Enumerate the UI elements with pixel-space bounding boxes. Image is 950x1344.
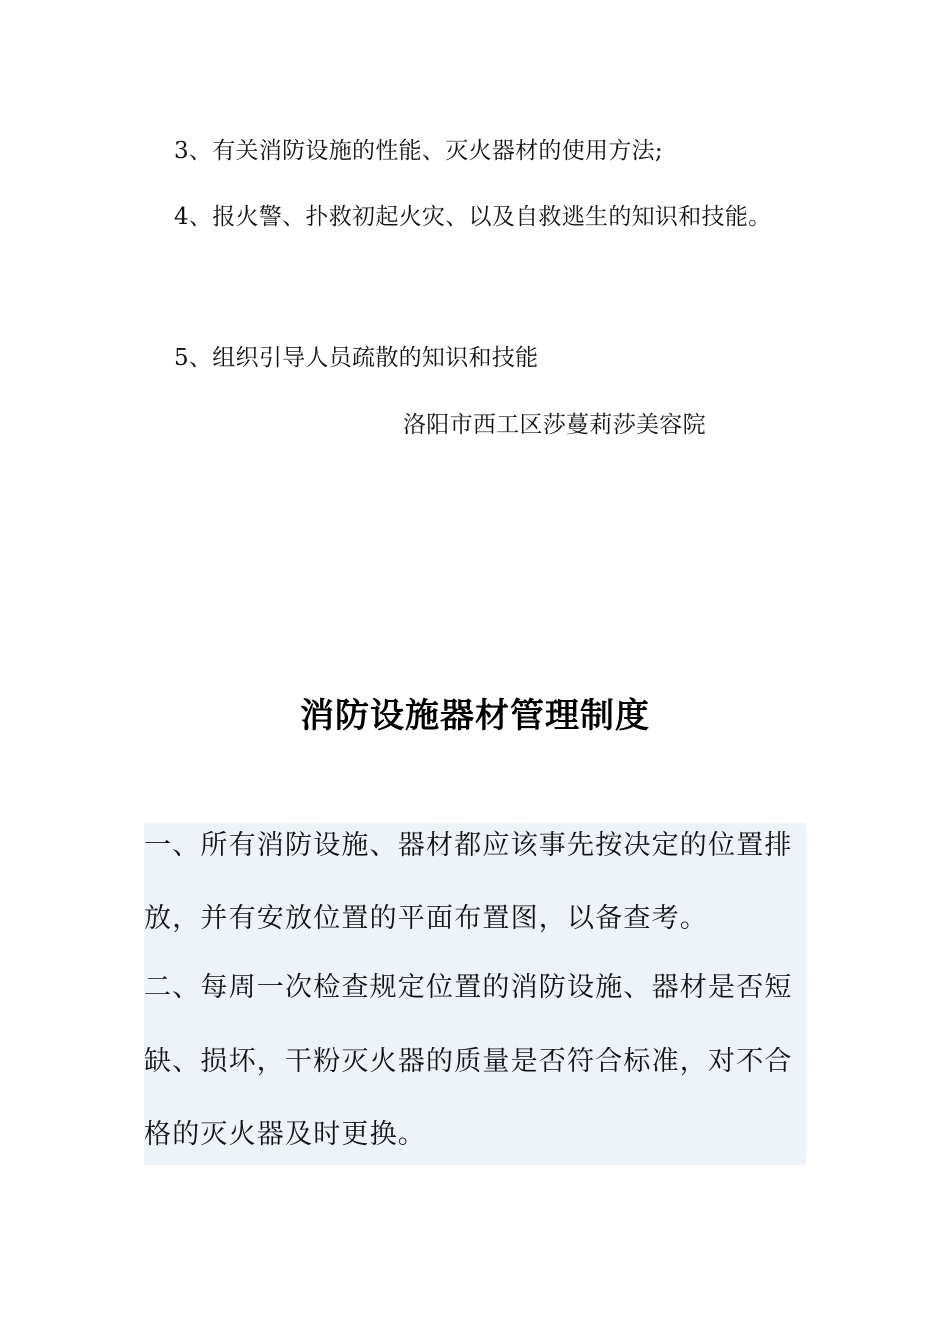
organization-signature: 洛阳市西工区莎蔓莉莎美容院 bbox=[403, 412, 706, 438]
list-item-5: 5、组织引导人员疏散的知识和技能 bbox=[174, 345, 539, 371]
rule-1-line-2: 放，并有安放位置的平面布置图，以备查考。 bbox=[144, 903, 708, 934]
rule-2-line-3: 格的灭火器及时更换。 bbox=[144, 1119, 426, 1150]
rule-1-line-1: 一、所有消防设施、器材都应该事先按决定的位置排 bbox=[144, 830, 793, 861]
section-title: 消防设施器材管理制度 bbox=[300, 696, 650, 736]
rule-2-line-2: 缺、损坏，干粉灭火器的质量是否符合标准，对不合 bbox=[144, 1046, 793, 1077]
list-item-4: 4、报火警、扑救初起火灾、以及自救逃生的知识和技能。 bbox=[174, 204, 772, 230]
rule-2-line-1: 二、每周一次检查规定位置的消防设施、器材是否短 bbox=[144, 972, 793, 1003]
list-item-3: 3、有关消防设施的性能、灭火器材的使用方法; bbox=[174, 138, 663, 164]
rules-highlight-block bbox=[144, 823, 806, 1165]
